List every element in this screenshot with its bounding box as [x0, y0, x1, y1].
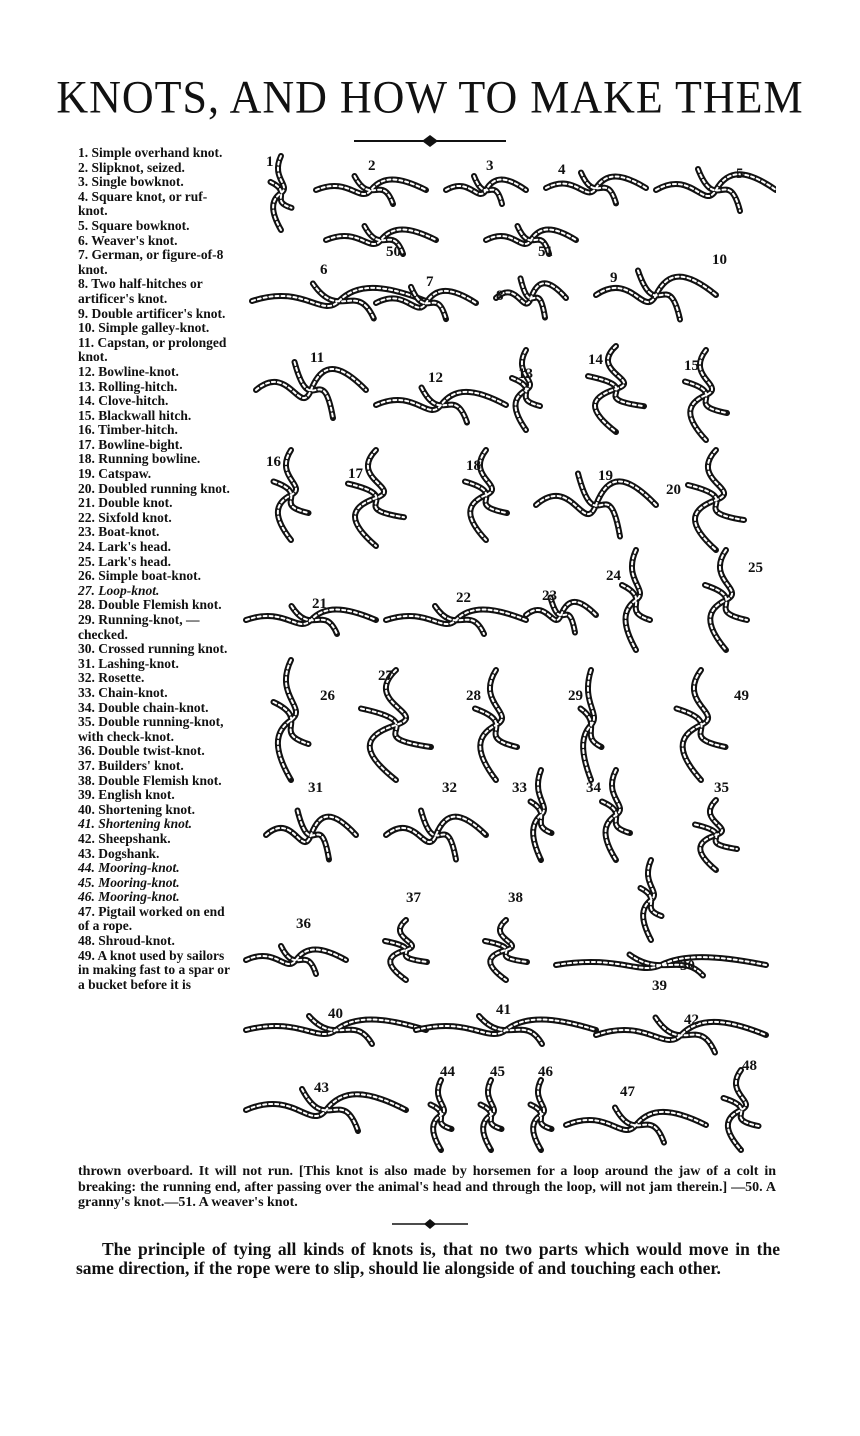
figure-number: 1	[266, 154, 274, 170]
legend-item: 3. Single bowknot.	[78, 174, 184, 190]
knot-illustration	[431, 1080, 452, 1150]
figure-number: 19	[598, 468, 613, 484]
knot-illustration	[386, 606, 526, 634]
legend-item: 6. Weaver's knot.	[78, 232, 178, 248]
figure-number: 35	[714, 780, 729, 796]
figure-number: 22	[456, 590, 471, 606]
figure-number: 29	[568, 688, 583, 704]
legend-item: 36. Double twist-knot.	[78, 743, 205, 759]
knot-illustration	[536, 474, 656, 537]
legend-item: 18. Running bowline.	[78, 451, 201, 467]
knot-illustration	[316, 176, 426, 204]
figure-number: 49	[734, 688, 749, 704]
figure-number: 2	[368, 158, 376, 174]
legend-item: 35. Double running-knot, with check-knot.	[78, 714, 227, 744]
figure-number: 26	[320, 688, 335, 704]
legend-item: 24. Lark's head.	[78, 539, 172, 555]
knot-illustration	[677, 670, 726, 780]
legend-item: 8. Two half-hitches or artificer's knot.	[78, 276, 206, 306]
legend-item: 7. German, or figure-of-8 knot.	[78, 247, 227, 277]
knot-illustration	[656, 169, 776, 211]
legend-item: 48. Shroud-knot.	[78, 933, 175, 949]
figure-number: 41	[496, 1002, 511, 1018]
figure-number: 37	[406, 890, 421, 906]
knot-illustration	[581, 670, 602, 780]
figure-number: 33	[512, 780, 527, 796]
figure-number: 51	[538, 244, 553, 260]
legend-item: 25. Lark's head.	[78, 553, 172, 569]
figure-number: 24	[606, 568, 621, 584]
legend-item: 19. Catspaw.	[78, 466, 152, 482]
figure-number: 25	[748, 560, 763, 576]
figure-number: 45	[490, 1064, 505, 1080]
legend-item: 31. Lashing-knot.	[78, 655, 179, 671]
legend-item: 2. Slipknot, seized.	[78, 159, 185, 175]
figure-number: 4	[558, 162, 566, 178]
knot-illustration	[724, 1070, 759, 1150]
figure-number: 43	[314, 1080, 329, 1096]
legend-item: 26. Simple boat-knot.	[78, 568, 202, 584]
legend-item: 46. Mooring-knot.	[78, 889, 180, 905]
figure-number: 28	[466, 688, 481, 704]
knot-illustration	[602, 770, 630, 860]
knot-illustration	[246, 946, 346, 974]
figure-number: 46	[538, 1064, 553, 1080]
knot-illustration	[385, 920, 427, 980]
knot-illustration	[512, 350, 540, 430]
knot-illustration	[531, 770, 552, 860]
legend-item: 44. Mooring-knot.	[78, 860, 180, 876]
figure-number: 20	[666, 482, 681, 498]
legend-item: 22. Sixfold knot.	[78, 509, 172, 525]
legend-item: 40. Shortening knot.	[78, 801, 196, 817]
legend-item: 32. Rosette.	[78, 670, 145, 686]
legend-item: 23. Boat-knot.	[78, 524, 160, 540]
legend-item: 49. A knot used by sailors in making fast to a spar or a bucket before it is	[78, 947, 234, 992]
figure-number: 8	[496, 288, 504, 304]
figure-number: 42	[684, 1012, 699, 1028]
legend-item: 38. Double Flemish knot.	[78, 772, 222, 788]
figure-number: 14	[588, 352, 603, 368]
knot-illustration	[256, 362, 366, 418]
knot-illustration	[531, 1080, 552, 1150]
figure-number: 50	[386, 244, 401, 260]
figure-number: 32	[442, 780, 457, 796]
figure-number: 7	[426, 274, 434, 290]
figure-number: 6	[320, 262, 328, 278]
figure-number: 11	[310, 350, 325, 366]
knot-illustration	[486, 226, 576, 254]
legend-item: 12. Bowline-knot.	[78, 363, 179, 379]
knot-illustration	[266, 811, 356, 860]
knot-illustration	[481, 1080, 502, 1150]
legend-item: 29. Running-knot, — checked.	[78, 612, 203, 642]
knot-illustration	[556, 955, 766, 976]
ornament-divider	[350, 134, 510, 148]
ornament-divider-small	[390, 1218, 470, 1230]
knot-illustration	[416, 1016, 596, 1044]
legend-item: 16. Timber-hitch.	[78, 422, 178, 438]
knot-illustration	[271, 156, 292, 230]
knot-legend	[78, 146, 236, 992]
figure-number: 30	[680, 958, 695, 974]
knot-illustration	[361, 670, 431, 780]
knot-illustration	[348, 450, 404, 546]
figure-number: 23	[542, 588, 557, 604]
legend-item: 15. Blackwall hitch.	[78, 407, 192, 423]
figure-number: 34	[586, 780, 601, 796]
legend-item: 1. Simple overhand knot.	[78, 145, 223, 160]
figure-number: 44	[440, 1064, 455, 1080]
figure-number: 39	[652, 978, 667, 994]
figure-number: 31	[308, 780, 323, 796]
figure-number: 13	[518, 366, 533, 382]
knot-illustration	[326, 226, 436, 254]
legend-item: 30. Crossed running knot.	[78, 641, 228, 657]
legend-item: 41. Shortening knot.	[78, 816, 193, 832]
figure-number: 3	[486, 158, 494, 174]
legend-item: 47. Pigtail worked on end of a rope.	[78, 903, 229, 934]
legend-item: 9. Double artificer's knot.	[78, 305, 226, 321]
figure-number: 15	[684, 358, 699, 374]
knot-illustration	[475, 670, 517, 780]
figure-number: 12	[428, 370, 443, 386]
knot-illustration	[695, 800, 737, 870]
footnote-text: thrown overboard. It will not run. [This knot is also made by horsemen for a loop around the jaw of a colt in breaking: the running end, after passing over the animal's head and through the loop, will not jam therein.] —50. A granny's knot.—51. A weaver's knot.	[78, 1164, 776, 1210]
legend-item: 5. Square bowknot.	[78, 217, 190, 233]
legend-item: 42. Sheepshank.	[78, 830, 171, 846]
legend-item: 13. Rolling-hitch.	[78, 378, 178, 394]
legend-item: 27. Loop-knot.	[78, 582, 160, 598]
legend-item: 34. Double chain-knot.	[78, 699, 209, 715]
knot-illustration	[446, 176, 526, 204]
figure-number: 27	[378, 668, 393, 684]
legend-item: 39. English knot.	[78, 787, 175, 803]
knot-illustration	[566, 1108, 706, 1143]
figure-number: 10	[712, 252, 727, 268]
knot-illustration	[705, 550, 747, 650]
figure-number: 18	[466, 458, 481, 474]
legend-item: 21. Double knot.	[78, 495, 173, 511]
legend-item: 37. Builders' knot.	[78, 757, 184, 773]
legend-item: 33. Chain-knot.	[78, 684, 168, 700]
figure-number: 36	[296, 916, 311, 932]
legend-item: 43. Dogshank.	[78, 845, 160, 861]
figure-number: 16	[266, 454, 281, 470]
figure-number: 40	[328, 1006, 343, 1022]
legend-item: 10. Simple galley-knot.	[78, 320, 210, 336]
knot-illustration	[274, 660, 309, 780]
legend-item: 11. Capstan, or prolonged knot.	[78, 334, 230, 365]
knot-illustrations	[236, 150, 776, 1170]
legend-item: 17. Bowline-bight.	[78, 436, 183, 452]
knot-illustration	[496, 278, 566, 317]
knot-illustration	[596, 1018, 766, 1053]
figure-number: 21	[312, 596, 327, 612]
knot-illustration	[485, 920, 527, 980]
figure-number: 48	[742, 1058, 757, 1074]
legend-item: 20. Doubled running knot.	[78, 480, 230, 496]
legend-item: 4. Square knot, or ruf-knot.	[78, 188, 208, 219]
legend-item: 45. Mooring-knot.	[78, 874, 180, 890]
knot-illustration	[641, 860, 662, 940]
knot-illustration	[688, 450, 744, 550]
figure-number: 17	[348, 466, 363, 482]
legend-item: 28. Double Flemish knot.	[78, 597, 222, 613]
knot-illustration	[376, 388, 506, 423]
principle-paragraph: The principle of tying all kinds of knots is, that no two parts which would move in the same direction, if the rope were to slip, should lie alongside of and touching each other.	[76, 1239, 780, 1278]
figure-number: 38	[508, 890, 523, 906]
page-title: KNOTS, AND HOW TO MAKE THEM	[56, 71, 804, 124]
figure-number: 5	[736, 166, 744, 182]
knot-illustration	[246, 606, 376, 634]
figure-number: 9	[610, 270, 618, 286]
legend-item: 14. Clove-hitch.	[78, 393, 169, 409]
knot-illustration	[386, 811, 486, 860]
knot-illustration	[526, 598, 596, 633]
knot-illustration	[622, 550, 650, 650]
figure-number: 47	[620, 1084, 635, 1100]
